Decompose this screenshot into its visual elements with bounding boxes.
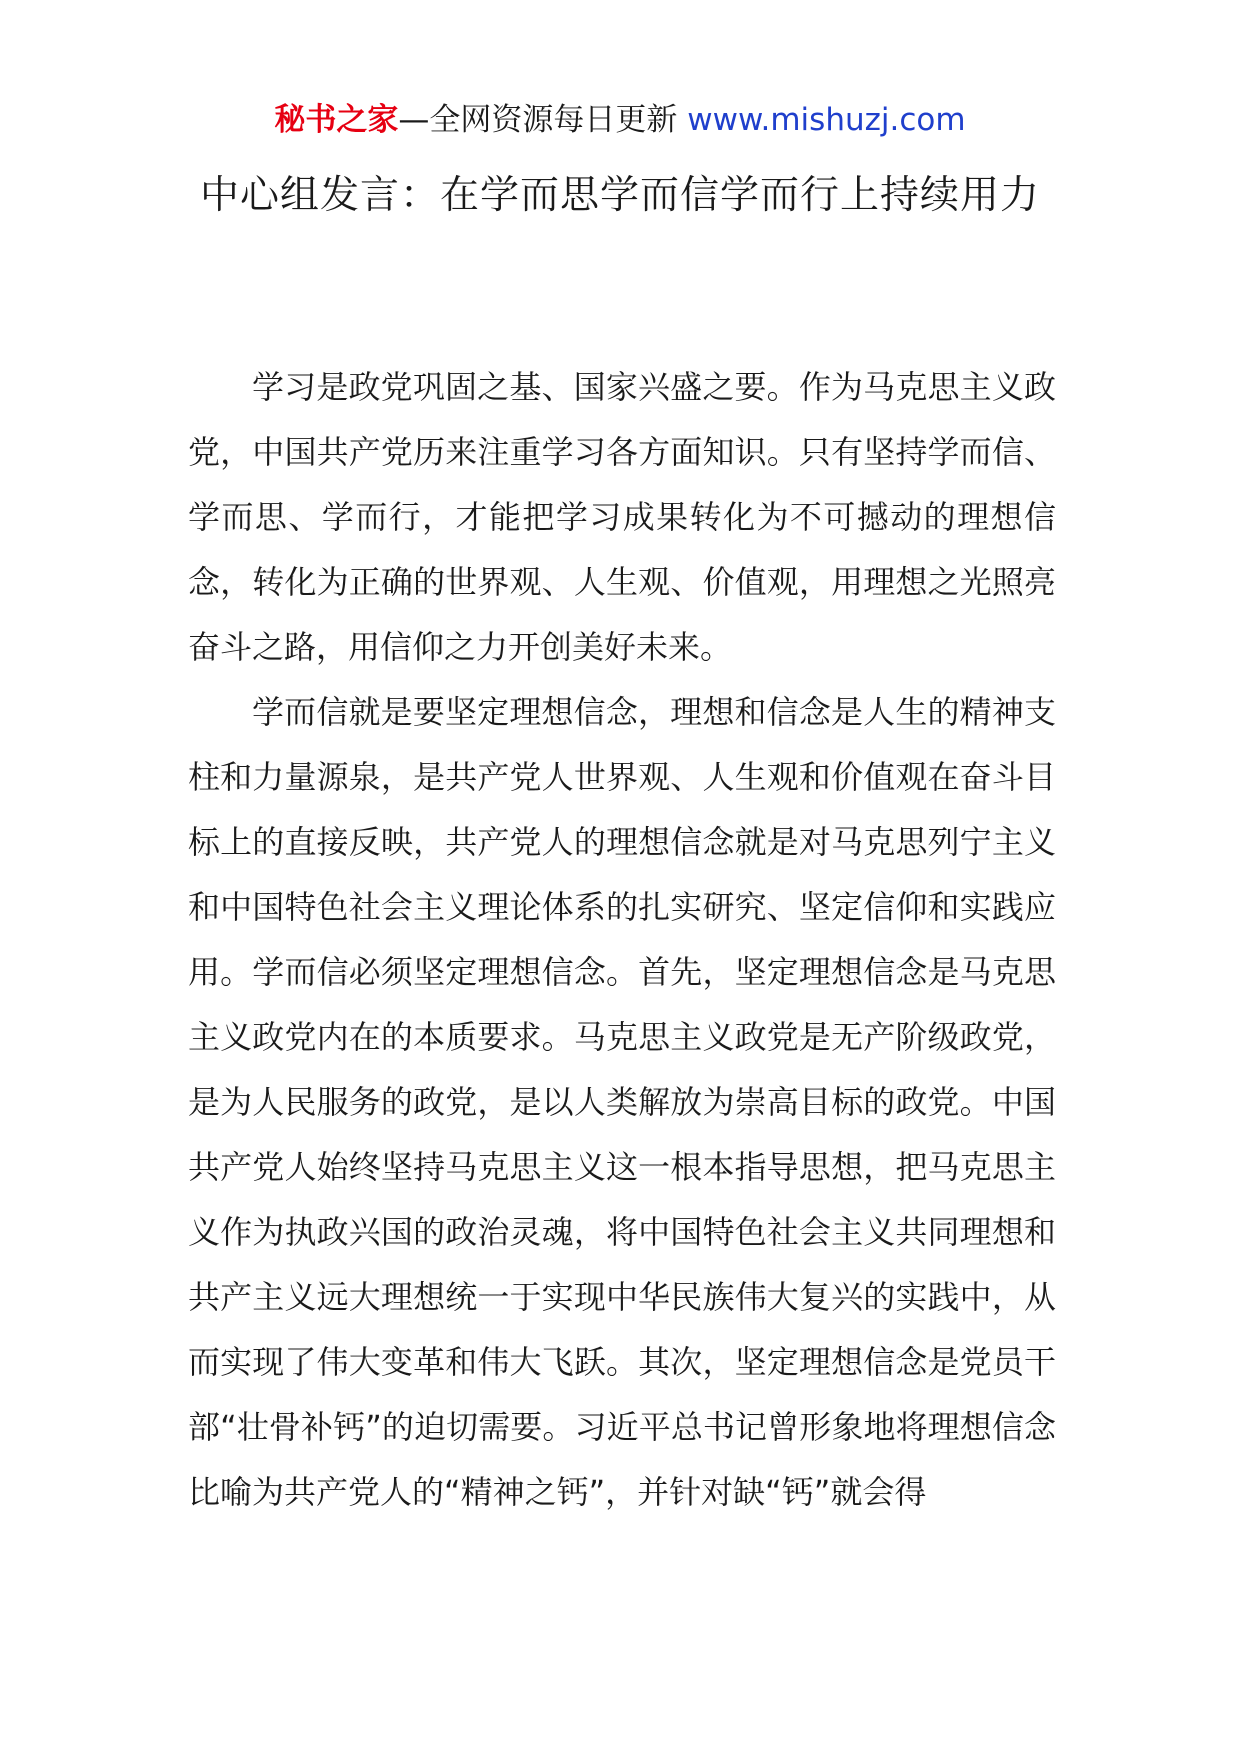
- site-brand: 秘书之家: [274, 102, 399, 138]
- site-header: [0, 100, 1240, 140]
- document-body: [188, 355, 1056, 1525]
- paragraph: 学习是政党巩固之基、国家兴盛之要。作为马克思主义政党，中国共产党历来注重学习各方面知识。只有坚持学而信、学而思、学而行，才能把学习成果转化为不可撼动的理想信念，转化为正确的世界观、人生观、价值观，用理想之光照亮奋斗之路，用信仰之力开创美好未来。: [188, 368, 1056, 666]
- site-tagline: —全网资源每日更新: [398, 102, 688, 138]
- document-title: 中心组发言：在学而思学而信学而行上持续用力: [199, 173, 1040, 218]
- site-url-link[interactable]: www.mishuzj.com: [687, 102, 966, 138]
- paragraph: 学而信就是要坚定理想信念，理想和信念是人生的精神支柱和力量源泉，是共产党人世界观、人生观和价值观在奋斗目标上的直接反映，共产党人的理想信念就是对马克思列宁主义和中国特色社会主义理论体系的扎实研究、坚定信仰和实践应用。学而信必须坚定理想信念。首先，坚定理想信念是马克思主义政党内在的本质要求。马克思主义政党是无产阶级政党，是为人民服务的政党，是以人类解放为崇高目标的政党。中国共产党人始终坚持马克思主义这一根本指导思想，把马克思主义作为执政兴国的政治灵魂，将中国特色社会主义共同理想和共产主义远大理想统一于实现中华民族伟大复兴的实践中，从而实现了伟大变革和伟大飞跃。其次，坚定理想信念是党员干部“壮骨补钙”的迫切需要。习近平总书记曾形象地将理想信念比喻为共产党人的“精神之钙”，并针对缺“钙”就会得: [188, 693, 1056, 1511]
